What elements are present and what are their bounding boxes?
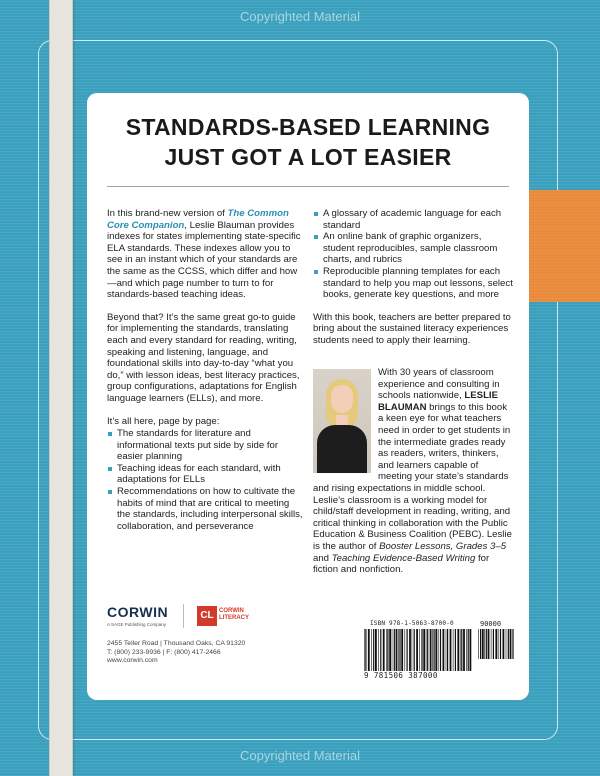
barcode-addon	[478, 629, 514, 659]
author-bio	[313, 367, 513, 576]
list-item: Teaching ideas for each standard, with adaptations for ELLs	[107, 463, 305, 486]
intro-text-end: , Leslie Blauman provides indexes for states implementing state-specific ELA standards. These indexes allow you to see in an instant which of your standards are the same as the CCSS, which differ and how—and which page number to turn to for standards-based teaching ideas.	[107, 219, 301, 301]
list-item: An online bank of graphic organizers, student reproducibles, sample classroom charts, and rubrics	[313, 231, 513, 266]
corwin-tagline: A SAGE Publishing Company	[107, 622, 167, 627]
headline-line-1: STANDARDS-BASED LEARNING	[125, 114, 491, 140]
bio-text-1: With 30 years of classroom experience and consulting in schools nationwide,	[378, 367, 500, 402]
phone-line: T: (800) 233-9936 | F: (800) 417-2466	[107, 648, 221, 656]
watermark-bottom: Copyrighted Material	[240, 748, 360, 763]
paragraph-all-here: It’s all here, page by page:	[107, 415, 220, 427]
price-code: 90000	[480, 620, 502, 628]
barcode-block	[360, 620, 518, 682]
corwin-literacy-text: CORWIN LITERACY	[219, 608, 249, 621]
intro-text-start: In this brand-new version of	[107, 208, 228, 219]
watermark-top: Copyrighted Material	[240, 9, 360, 24]
headline-line-2: JUST GOT A LOT EASIER	[164, 144, 452, 170]
photo-spacer	[313, 367, 378, 477]
bio-text-3: and	[313, 552, 332, 564]
orange-accent-band	[520, 190, 600, 302]
publisher-logos	[107, 604, 267, 628]
list-item: Reproducible planning templates for each standard to help you map out lessons, select books, generate key questions, and more	[313, 266, 513, 301]
bio-text-2: brings to this book a keen eye for what teachers need in order to get students in the intermediate grades ready as readers, writers, thinkers, and learners capable of meeting your state’s standards and rising expectations in middle school. Leslie’s classroom is a working model for child/staff development in reading, writing, and critical thinking in collaboration with the Public Education & Business Coalition (PEBC). Leslie is the author of	[313, 401, 512, 552]
book-title-teaching: Teaching Evidence-Based Writing	[331, 552, 476, 564]
list-item: A glossary of academic language for each standard	[313, 208, 513, 231]
paragraph-beyond: Beyond that? It’s the same great go-to guide for implementing the standards, translating each and every standard for reading, writing, speaking and listening, language, and foundational skills into day-to-day “what you do,” with lesson ideas, best literacy practices, group configurations, adaptations for English language learners (ELLs), and more.	[107, 311, 300, 404]
corwin-logo: CORWIN	[107, 604, 169, 620]
left-bullet-list	[107, 428, 305, 532]
list-item: The standards for literature and informational texts put side by side for easier planning	[107, 428, 305, 463]
headline-divider	[107, 186, 509, 187]
headline	[87, 112, 529, 172]
left-column	[107, 208, 305, 543]
right-column	[313, 208, 513, 358]
barcode-number: 9 781506 387000	[364, 671, 438, 680]
paragraph-teachers: With this book, teachers are better prepared to bring about the sustained literacy experiences students need to apply their learning.	[313, 311, 511, 346]
right-bullet-list	[313, 208, 513, 301]
logo-divider	[183, 604, 184, 628]
website-line: www.corwin.com	[107, 657, 158, 665]
publisher-address	[107, 640, 245, 666]
corwin-literacy-mark: CL	[197, 606, 217, 626]
list-item: Recommendations on how to cultivate the habits of mind that are critical to meeting the standards, including interpersonal skills, collaboration, and perseverance	[107, 486, 305, 532]
author-name: LESLIE BLAUMAN	[378, 390, 498, 413]
book-title: The Common Core Companion	[107, 208, 289, 231]
barcode-main	[364, 629, 472, 671]
isbn-text: ISBN 978-1-5063-8700-0	[370, 620, 454, 627]
elastic-strap	[49, 0, 73, 776]
book-title-booster: Booster Lessons, Grades 3–5	[379, 540, 507, 552]
bio-text-4: for fiction and nonfiction.	[313, 552, 490, 576]
address-line: 2455 Teller Road | Thousand Oaks, CA 91320	[107, 640, 246, 647]
intro-paragraph	[107, 208, 305, 301]
